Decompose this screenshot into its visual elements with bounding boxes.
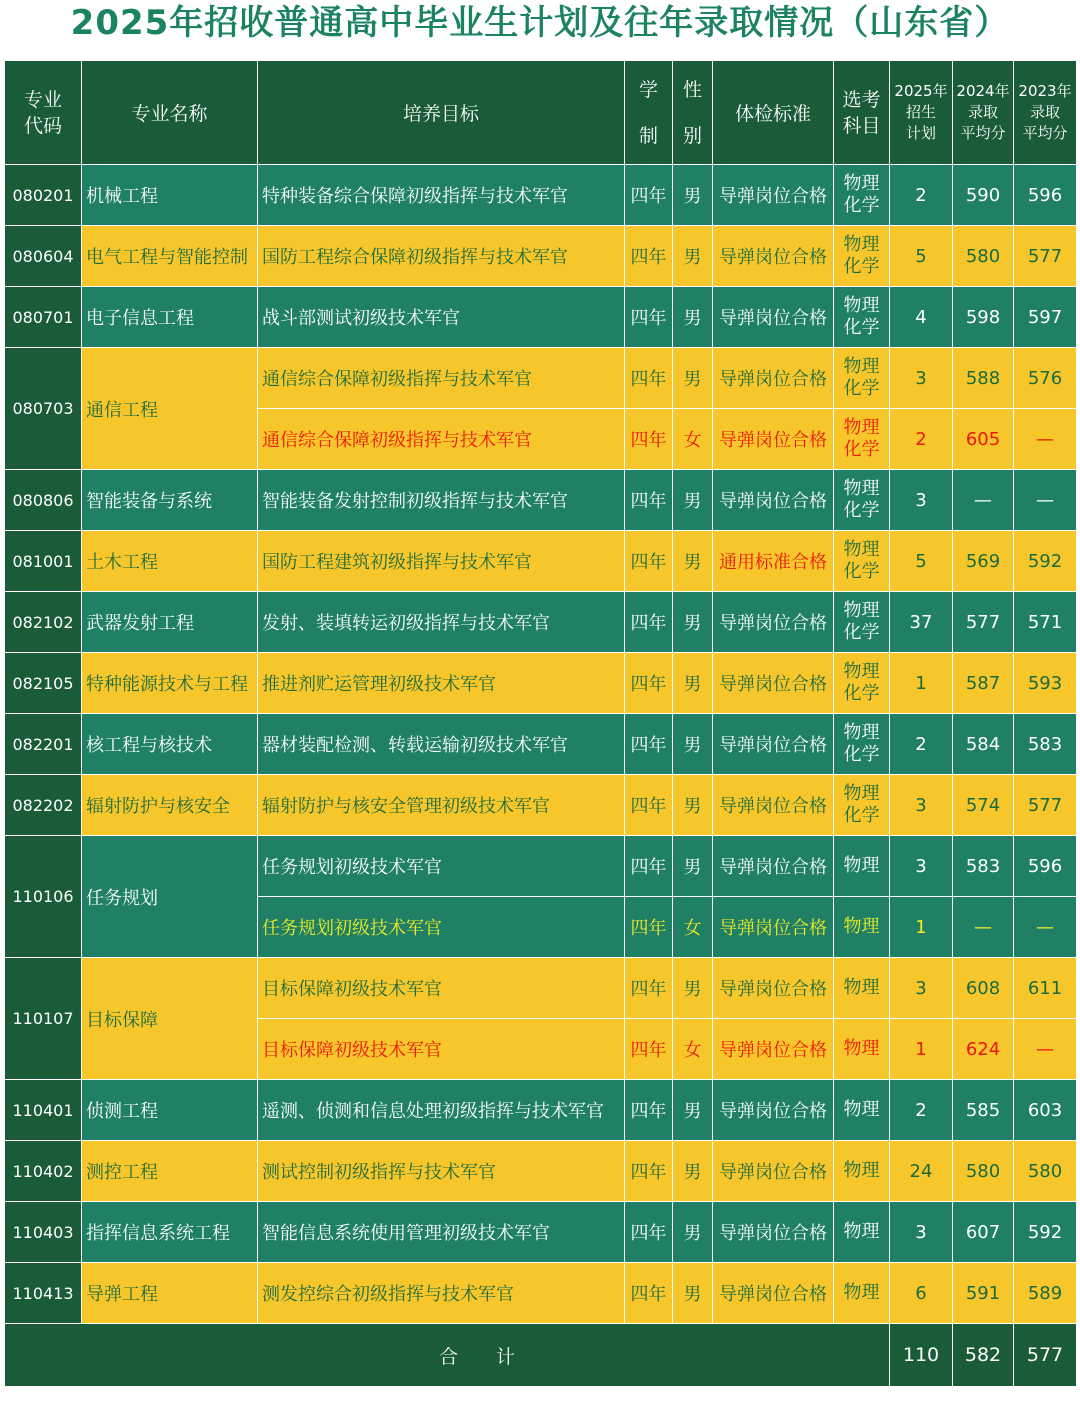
total-avg-2024: 582 — [953, 1324, 1014, 1387]
study-years: 四年 — [625, 1080, 673, 1141]
study-years: 四年 — [625, 592, 673, 653]
avg-score-2024: 608 — [953, 958, 1014, 1019]
study-years: 四年 — [625, 165, 673, 226]
avg-score-2024: 577 — [953, 592, 1014, 653]
gender: 男 — [673, 1202, 713, 1263]
avg-score-2023: 583 — [1014, 714, 1077, 775]
subjects — [834, 1080, 890, 1141]
gender: 男 — [673, 1141, 713, 1202]
study-years: 四年 — [625, 653, 673, 714]
table-row — [5, 592, 1077, 653]
subject-2: 化学 — [843, 317, 880, 338]
physical-standard: 导弹岗位合格 — [713, 1202, 834, 1263]
avg-score-2024: 598 — [953, 287, 1014, 348]
training-goal: 遥测、侦测和信息处理初级指挥与技术军官 — [258, 1080, 625, 1141]
study-years: 四年 — [625, 1263, 673, 1324]
avg-score-2024: 585 — [953, 1080, 1014, 1141]
plan-2025: 2 — [890, 1080, 953, 1141]
avg-score-2023: 580 — [1014, 1141, 1077, 1202]
header-years: 学 制 — [625, 61, 673, 165]
plan-2025: 2 — [890, 165, 953, 226]
avg-score-2023: 576 — [1014, 348, 1077, 409]
study-years: 四年 — [625, 1202, 673, 1263]
gender: 女 — [673, 409, 713, 470]
study-years: 四年 — [625, 775, 673, 836]
subject-2: 化学 — [843, 378, 880, 399]
header-avg-2024: 2024年 录取 平均分 — [953, 61, 1014, 165]
major-name: 机械工程 — [82, 165, 258, 226]
major-code: 082201 — [5, 714, 82, 775]
training-goal: 目标保障初级技术军官 — [258, 1019, 625, 1080]
major-code: 110403 — [5, 1202, 82, 1263]
training-goal: 特种装备综合保障初级指挥与技术军官 — [258, 165, 625, 226]
subjects — [834, 409, 890, 470]
gender: 女 — [673, 897, 713, 958]
study-years: 四年 — [625, 409, 673, 470]
physical-standard: 导弹岗位合格 — [713, 897, 834, 958]
training-goal: 发射、装填转运初级指挥与技术军官 — [258, 592, 625, 653]
major-name: 辐射防护与核安全 — [82, 775, 258, 836]
subject-1: 物理 — [843, 916, 880, 937]
subject-1: 物理 — [843, 977, 880, 998]
avg-score-2023: 596 — [1014, 836, 1077, 897]
subjects — [834, 348, 890, 409]
physical-standard: 导弹岗位合格 — [713, 1263, 834, 1324]
avg-score-2024: 605 — [953, 409, 1014, 470]
subject-1: 物理 — [843, 1282, 880, 1303]
major-name: 测控工程 — [82, 1141, 258, 1202]
subject-1: 物理 — [843, 173, 880, 194]
subject-1: 物理 — [843, 478, 880, 499]
gender: 男 — [673, 958, 713, 1019]
subjects — [834, 1019, 890, 1080]
plan-2025: 5 — [890, 531, 953, 592]
study-years: 四年 — [625, 1019, 673, 1080]
header-gender: 性 别 — [673, 61, 713, 165]
table-row — [5, 531, 1077, 592]
major-code: 110106 — [5, 836, 82, 958]
physical-standard: 导弹岗位合格 — [713, 165, 834, 226]
subjects — [834, 165, 890, 226]
subjects — [834, 1202, 890, 1263]
subject-1: 物理 — [843, 1099, 880, 1120]
training-goal: 通信综合保障初级指挥与技术军官 — [258, 409, 625, 470]
header-name: 专业名称 — [82, 61, 258, 165]
physical-standard: 导弹岗位合格 — [713, 714, 834, 775]
major-name: 土木工程 — [82, 531, 258, 592]
subject-1: 物理 — [843, 234, 880, 255]
avg-score-2023: 589 — [1014, 1263, 1077, 1324]
physical-standard: 导弹岗位合格 — [713, 653, 834, 714]
training-goal: 辐射防护与核安全管理初级技术军官 — [258, 775, 625, 836]
physical-standard: 导弹岗位合格 — [713, 836, 834, 897]
subject-1: 物理 — [843, 783, 880, 804]
header-plan-2025: 2025年 招生 计划 — [890, 61, 953, 165]
plan-2025: 24 — [890, 1141, 953, 1202]
subjects — [834, 287, 890, 348]
study-years: 四年 — [625, 287, 673, 348]
gender: 男 — [673, 1263, 713, 1324]
avg-score-2023: — — [1014, 897, 1077, 958]
plan-2025: 2 — [890, 714, 953, 775]
avg-score-2023: 592 — [1014, 1202, 1077, 1263]
subjects — [834, 531, 890, 592]
subjects — [834, 470, 890, 531]
subject-1: 物理 — [843, 295, 880, 316]
avg-score-2024: — — [953, 897, 1014, 958]
physical-standard: 导弹岗位合格 — [713, 592, 834, 653]
physical-standard: 导弹岗位合格 — [713, 1080, 834, 1141]
subjects — [834, 897, 890, 958]
study-years: 四年 — [625, 226, 673, 287]
subjects — [834, 714, 890, 775]
physical-standard: 导弹岗位合格 — [713, 958, 834, 1019]
plan-2025: 3 — [890, 348, 953, 409]
plan-2025: 3 — [890, 836, 953, 897]
subject-2: 化学 — [843, 805, 880, 826]
avg-score-2023: 592 — [1014, 531, 1077, 592]
major-code: 080703 — [5, 348, 82, 470]
gender: 男 — [673, 653, 713, 714]
avg-score-2024: 569 — [953, 531, 1014, 592]
avg-score-2024: 580 — [953, 1141, 1014, 1202]
total-label: 合 计 — [5, 1324, 890, 1387]
subject-2: 化学 — [843, 256, 880, 277]
plan-2025: 1 — [890, 653, 953, 714]
physical-standard: 导弹岗位合格 — [713, 348, 834, 409]
plan-2025: 37 — [890, 592, 953, 653]
training-goal: 测试控制初级指挥与技术军官 — [258, 1141, 625, 1202]
study-years: 四年 — [625, 531, 673, 592]
study-years: 四年 — [625, 1141, 673, 1202]
subject-1: 物理 — [843, 722, 880, 743]
avg-score-2024: 583 — [953, 836, 1014, 897]
subject-2: 化学 — [843, 195, 880, 216]
subjects — [834, 775, 890, 836]
study-years: 四年 — [625, 836, 673, 897]
subjects — [834, 592, 890, 653]
major-code: 082102 — [5, 592, 82, 653]
table-row — [5, 958, 1077, 1019]
gender: 男 — [673, 470, 713, 531]
major-code: 110107 — [5, 958, 82, 1080]
major-name: 智能装备与系统 — [82, 470, 258, 531]
major-name: 目标保障 — [82, 958, 258, 1080]
major-code: 110413 — [5, 1263, 82, 1324]
major-name: 特种能源技术与工程 — [82, 653, 258, 714]
table-row — [5, 470, 1077, 531]
gender: 男 — [673, 165, 713, 226]
subject-1: 物理 — [843, 661, 880, 682]
study-years: 四年 — [625, 958, 673, 1019]
table-row — [5, 1141, 1077, 1202]
avg-score-2023: 577 — [1014, 226, 1077, 287]
major-name: 任务规划 — [82, 836, 258, 958]
training-goal: 测发控综合初级指挥与技术军官 — [258, 1263, 625, 1324]
major-code: 110402 — [5, 1141, 82, 1202]
gender: 男 — [673, 836, 713, 897]
major-code: 081001 — [5, 531, 82, 592]
training-goal: 任务规划初级技术军官 — [258, 836, 625, 897]
avg-score-2023: — — [1014, 470, 1077, 531]
gender: 男 — [673, 1080, 713, 1141]
major-code: 082105 — [5, 653, 82, 714]
gender: 男 — [673, 714, 713, 775]
major-code: 110401 — [5, 1080, 82, 1141]
header-physical: 体检标准 — [713, 61, 834, 165]
gender: 男 — [673, 592, 713, 653]
plan-2025: 1 — [890, 897, 953, 958]
subject-2: 化学 — [843, 439, 880, 460]
total-row — [5, 1324, 1077, 1387]
avg-score-2023: 571 — [1014, 592, 1077, 653]
subject-1: 物理 — [843, 356, 880, 377]
physical-standard: 导弹岗位合格 — [713, 226, 834, 287]
table-row — [5, 287, 1077, 348]
training-goal: 器材装配检测、转载运输初级技术军官 — [258, 714, 625, 775]
subjects — [834, 1263, 890, 1324]
avg-score-2024: 574 — [953, 775, 1014, 836]
plan-2025: 2 — [890, 409, 953, 470]
subjects — [834, 836, 890, 897]
major-name: 核工程与核技术 — [82, 714, 258, 775]
major-name: 侦测工程 — [82, 1080, 258, 1141]
table-row — [5, 653, 1077, 714]
avg-score-2024: 607 — [953, 1202, 1014, 1263]
header-goal: 培养目标 — [258, 61, 625, 165]
physical-standard: 导弹岗位合格 — [713, 409, 834, 470]
gender: 女 — [673, 1019, 713, 1080]
table-row — [5, 714, 1077, 775]
physical-standard: 通用标准合格 — [713, 531, 834, 592]
avg-score-2024: — — [953, 470, 1014, 531]
avg-score-2024: 580 — [953, 226, 1014, 287]
major-name: 通信工程 — [82, 348, 258, 470]
training-goal: 任务规划初级技术军官 — [258, 897, 625, 958]
avg-score-2024: 587 — [953, 653, 1014, 714]
training-goal: 通信综合保障初级指挥与技术军官 — [258, 348, 625, 409]
gender: 男 — [673, 287, 713, 348]
plan-2025: 3 — [890, 775, 953, 836]
major-name: 指挥信息系统工程 — [82, 1202, 258, 1263]
physical-standard: 导弹岗位合格 — [713, 775, 834, 836]
subject-2: 化学 — [843, 500, 880, 521]
subjects — [834, 1141, 890, 1202]
avg-score-2023: 577 — [1014, 775, 1077, 836]
avg-score-2023: 597 — [1014, 287, 1077, 348]
total-avg-2023: 577 — [1014, 1324, 1077, 1387]
table-row — [5, 1080, 1077, 1141]
header-row — [5, 61, 1077, 165]
table-row — [5, 226, 1077, 287]
plan-2025: 3 — [890, 958, 953, 1019]
gender: 男 — [673, 226, 713, 287]
avg-score-2023: 593 — [1014, 653, 1077, 714]
physical-standard: 导弹岗位合格 — [713, 1019, 834, 1080]
subject-1: 物理 — [843, 1221, 880, 1242]
header-avg-2023: 2023年 录取 平均分 — [1014, 61, 1077, 165]
table-row — [5, 1202, 1077, 1263]
avg-score-2023: 611 — [1014, 958, 1077, 1019]
study-years: 四年 — [625, 714, 673, 775]
table-row — [5, 165, 1077, 226]
training-goal: 国防工程建筑初级指挥与技术军官 — [258, 531, 625, 592]
training-goal: 国防工程综合保障初级指挥与技术军官 — [258, 226, 625, 287]
subjects — [834, 653, 890, 714]
total-plan: 110 — [890, 1324, 953, 1387]
avg-score-2023: — — [1014, 1019, 1077, 1080]
subjects — [834, 958, 890, 1019]
table-row — [5, 348, 1077, 409]
page-title: 2025年招收普通高中毕业生计划及往年录取情况（山东省） — [70, 3, 1010, 43]
study-years: 四年 — [625, 897, 673, 958]
major-name: 电气工程与智能控制 — [82, 226, 258, 287]
subject-1: 物理 — [843, 1038, 880, 1059]
avg-score-2024: 588 — [953, 348, 1014, 409]
subjects — [834, 226, 890, 287]
training-goal: 智能信息系统使用管理初级技术军官 — [258, 1202, 625, 1263]
physical-standard: 导弹岗位合格 — [713, 287, 834, 348]
plan-2025: 5 — [890, 226, 953, 287]
plan-2025: 1 — [890, 1019, 953, 1080]
subject-2: 化学 — [843, 622, 880, 643]
subject-1: 物理 — [843, 600, 880, 621]
gender: 男 — [673, 775, 713, 836]
header-code: 专业 代码 — [5, 61, 82, 165]
major-code: 080604 — [5, 226, 82, 287]
physical-standard: 导弹岗位合格 — [713, 470, 834, 531]
major-name: 导弹工程 — [82, 1263, 258, 1324]
header-subjects: 选考 科目 — [834, 61, 890, 165]
physical-standard: 导弹岗位合格 — [713, 1141, 834, 1202]
major-code: 080806 — [5, 470, 82, 531]
major-name: 电子信息工程 — [82, 287, 258, 348]
gender: 男 — [673, 531, 713, 592]
plan-2025: 3 — [890, 1202, 953, 1263]
avg-score-2024: 591 — [953, 1263, 1014, 1324]
study-years: 四年 — [625, 470, 673, 531]
avg-score-2023: 596 — [1014, 165, 1077, 226]
training-goal: 战斗部测试初级技术军官 — [258, 287, 625, 348]
subject-1: 物理 — [843, 539, 880, 560]
training-goal: 目标保障初级技术军官 — [258, 958, 625, 1019]
table-row — [5, 1263, 1077, 1324]
avg-score-2023: 603 — [1014, 1080, 1077, 1141]
avg-score-2024: 590 — [953, 165, 1014, 226]
subject-1: 物理 — [843, 1160, 880, 1181]
avg-score-2023: — — [1014, 409, 1077, 470]
admission-table — [4, 60, 1077, 1387]
plan-2025: 3 — [890, 470, 953, 531]
gender: 男 — [673, 348, 713, 409]
major-code: 080201 — [5, 165, 82, 226]
major-name: 武器发射工程 — [82, 592, 258, 653]
subject-1: 物理 — [843, 417, 880, 438]
avg-score-2024: 624 — [953, 1019, 1014, 1080]
subject-1: 物理 — [843, 855, 880, 876]
subject-2: 化学 — [843, 683, 880, 704]
major-code: 080701 — [5, 287, 82, 348]
training-goal: 推进剂贮运管理初级技术军官 — [258, 653, 625, 714]
plan-2025: 6 — [890, 1263, 953, 1324]
study-years: 四年 — [625, 348, 673, 409]
training-goal: 智能装备发射控制初级指挥与技术军官 — [258, 470, 625, 531]
avg-score-2024: 584 — [953, 714, 1014, 775]
subject-2: 化学 — [843, 561, 880, 582]
table-row — [5, 836, 1077, 897]
major-code: 082202 — [5, 775, 82, 836]
table-row — [5, 775, 1077, 836]
subject-2: 化学 — [843, 744, 880, 765]
plan-2025: 4 — [890, 287, 953, 348]
